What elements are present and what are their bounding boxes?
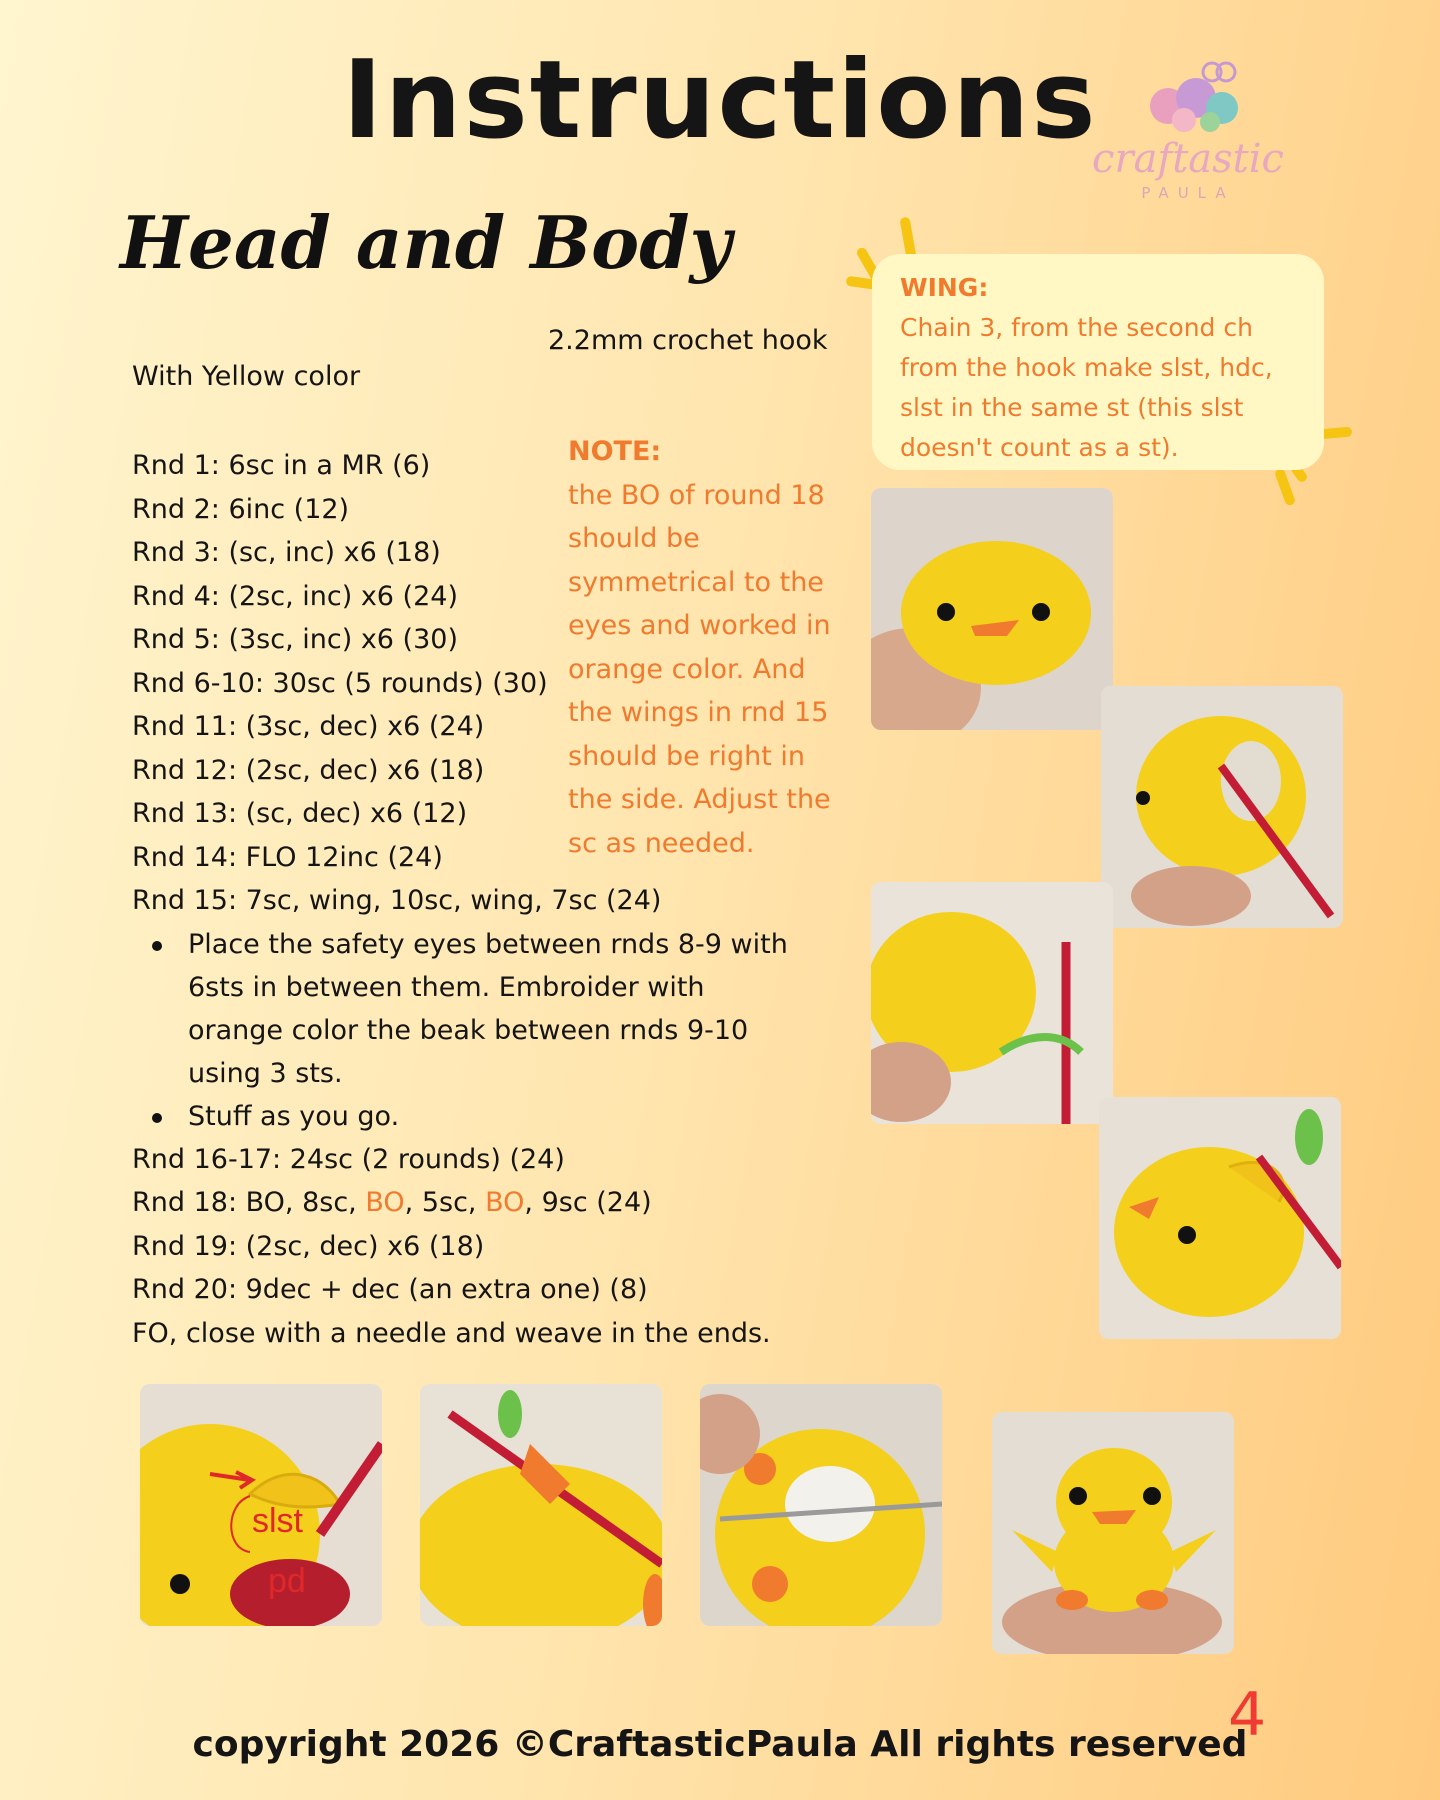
photo-head-front — [871, 488, 1113, 730]
annotation-pd: pd — [268, 1562, 306, 1600]
round-line-18 — [132, 1181, 832, 1225]
bo-highlight: BO — [365, 1187, 405, 1218]
round-line: Rnd 15: 7sc, wing, 10sc, wing, 7sc (24) — [132, 885, 662, 916]
finish-line: FO, close with a needle and weave in the ends. — [132, 1317, 771, 1349]
page-title: Instructions — [342, 38, 1098, 163]
section-title: Head and Body — [120, 200, 732, 285]
photo-wing-step-2 — [871, 882, 1113, 1124]
round-line: Rnd 11: (3sc, dec) x6 (24) — [132, 711, 485, 742]
logo-sub-text: PAULA — [1141, 184, 1235, 202]
wing-body: Chain 3, from the second ch from the hook make slst, hdc, slst in the same st (this slst doesn't count as a st). — [900, 313, 1273, 462]
round-line: Rnd 1: 6sc in a MR (6) — [132, 450, 431, 481]
color-note: With Yellow color — [132, 361, 361, 392]
copyright-footer: copyright 2026 ©CraftasticPaula All rights reserved — [192, 1724, 1248, 1765]
hook-size: 2.2mm crochet hook — [548, 325, 828, 356]
note-body: the BO of round 18 should be symmetrical to the eyes and worked in orange color. And the wings in rnd 15 should be right in the side. Adjust the sc as needed. — [568, 479, 831, 859]
round-line: Rnd 16-17: 24sc (2 rounds) (24) — [132, 1143, 565, 1175]
round-line: Rnd 12: (2sc, dec) x6 (18) — [132, 754, 485, 786]
flower-logo-icon — [1138, 58, 1248, 138]
round-line: Rnd 13: (sc, dec) x6 (12) — [132, 798, 468, 829]
round-line: Rnd 4: (2sc, inc) x6 (24) — [132, 580, 458, 612]
round-line: Rnd 14: FLO 12inc (24) — [132, 841, 443, 873]
photo-slst-detail — [140, 1384, 382, 1626]
brand-logo — [1058, 38, 1318, 208]
round-line: Rnd 19: (2sc, dec) x6 (18) — [132, 1230, 485, 1262]
round-18-text-c: , 9sc (24) — [524, 1187, 652, 1218]
wing-title: WING: — [900, 273, 989, 302]
note-title: NOTE: — [568, 436, 662, 467]
bo-highlight: BO — [485, 1187, 525, 1218]
photo-closing — [700, 1384, 942, 1626]
photo-wing-step-3 — [1099, 1097, 1341, 1339]
photo-wing-step-1 — [1101, 686, 1343, 928]
photo-beak-stitch — [420, 1384, 662, 1626]
note-box — [568, 430, 838, 865]
round-line: Rnd 2: 6inc (12) — [132, 493, 350, 525]
round-18-text-a: Rnd 18: BO, 8sc, — [132, 1187, 366, 1218]
bullet-stuff: Stuff as you go. — [132, 1095, 832, 1138]
wing-callout — [872, 254, 1324, 470]
photo-finished-duck — [992, 1412, 1234, 1654]
round-line: Rnd 5: (3sc, inc) x6 (30) — [132, 624, 458, 655]
round-line: Rnd 6-10: 30sc (5 rounds) (30) — [132, 667, 548, 699]
logo-brand-text: craftastic — [1092, 136, 1284, 182]
round-line: Rnd 20: 9dec + dec (an extra one) (8) — [132, 1274, 648, 1305]
bullet-eyes-beak: Place the safety eyes between rnds 8-9 with 6sts in between them. Embroider with orange color the beak between rnds 9-10 using 3 sts. — [132, 923, 788, 1095]
annotation-slst: slst — [252, 1502, 303, 1540]
round-18-text-b: , 5sc, — [404, 1187, 486, 1218]
page-number: 4 — [1228, 1680, 1267, 1750]
round-line: Rnd 3: (sc, inc) x6 (18) — [132, 537, 441, 568]
